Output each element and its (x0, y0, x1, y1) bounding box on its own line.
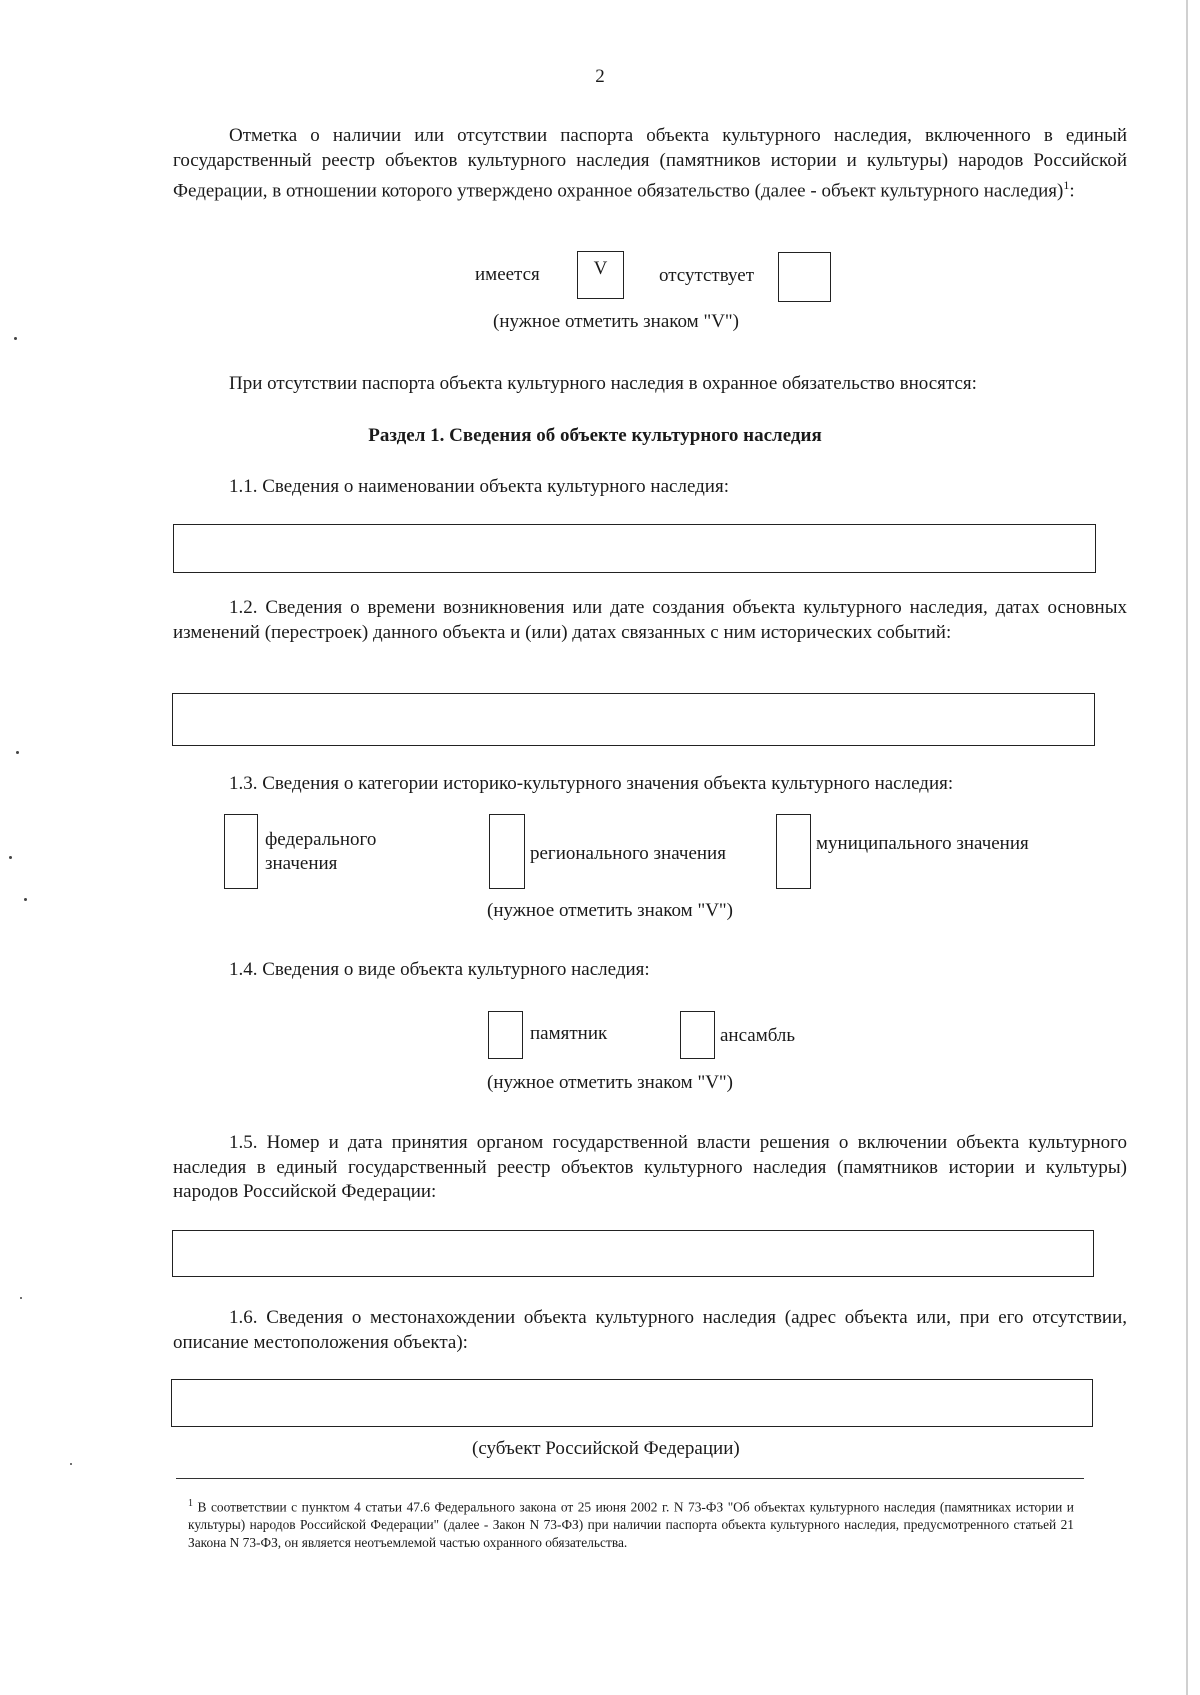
kind-monument-checkbox[interactable] (488, 1011, 523, 1059)
item-1-6-field[interactable] (171, 1379, 1093, 1427)
option-absent-label: отсутствует (659, 265, 755, 286)
option-present-mark: V (593, 258, 608, 279)
scan-speck (16, 751, 19, 754)
item-1-2-field[interactable] (172, 693, 1095, 746)
category-hint: (нужное отметить знаком "V") (487, 900, 733, 921)
scan-speck (14, 337, 17, 340)
item-1-2-label: 1.2. Сведения о времени возникновения или дате создания объекта культурного наследия, датах основных изменений (перестроек) данного объекта и (или) датах связанных с ним исторических событий: (173, 597, 1127, 643)
scan-speck (70, 1463, 72, 1465)
category-federal-checkbox[interactable] (224, 814, 258, 889)
footnote-ref: 1 (1063, 178, 1070, 192)
page-edge (1186, 0, 1188, 1695)
passport-note-suffix: : (1069, 180, 1075, 202)
scan-speck (9, 856, 12, 859)
item-1-5-label: 1.5. Номер и дата принятия органом государственной власти решения о включении объекта культурного наследия в единый государственный реестр объектов культурного наследия (памятников истории и культуры) народов Российской Федерации: (173, 1132, 1127, 1202)
item-1-4-label: 1.4. Сведения о виде объекта культурного наследия: (229, 959, 650, 980)
category-federal-label: федерального значения (265, 829, 377, 874)
subject-caption: (субъект Российской Федерации) (472, 1438, 740, 1459)
section-heading: Раздел 1. Сведения об объекте культурного наследия (368, 425, 822, 446)
scan-speck (24, 898, 27, 901)
item-1-1-field[interactable] (173, 524, 1096, 573)
option-absent-checkbox[interactable] (778, 252, 831, 302)
footnote-separator (176, 1478, 1084, 1479)
category-regional-label: регионального значения (530, 843, 726, 864)
item-1-1-label: 1.1. Сведения о наименовании объекта культурного наследия: (229, 476, 729, 497)
category-municipal-label: муниципального значения (816, 833, 1029, 854)
scan-speck (20, 1297, 22, 1299)
kind-ensemble-label: ансамбль (720, 1025, 796, 1046)
absence-note: При отсутствии паспорта объекта культурного наследия в охранное обязательство вносятся: (229, 373, 977, 394)
footnote (188, 1495, 1074, 1552)
footnote-text: В соответствии с пунктом 4 статьи 47.6 Федерального закона от 25 июня 2002 г. N 73-ФЗ "Об объектах культурного наследия (памятниках истории и культуры) народов Российской Федерации" (далее - Закон N 73-ФЗ) при наличии паспорта объекта культурного наследия, предусмотренного статьей 21 Закона N 73-ФЗ, он является неотъемлемой частью охранного обязательства. (188, 1499, 1074, 1551)
kind-ensemble-checkbox[interactable] (680, 1011, 715, 1059)
item-1-3-label: 1.3. Сведения о категории историко-культурного значения объекта культурного наследия: (229, 773, 954, 794)
kind-hint: (нужное отметить знаком "V") (487, 1072, 733, 1093)
item-1-5-field[interactable] (172, 1230, 1094, 1277)
item-1-6-label: 1.6. Сведения о местонахождении объекта культурного наследия (адрес объекта или, при его отсутствии, описание местоположения объекта): (173, 1307, 1127, 1353)
category-municipal-checkbox[interactable] (776, 814, 811, 889)
passport-hint: (нужное отметить знаком "V") (493, 311, 739, 332)
category-regional-checkbox[interactable] (489, 814, 525, 889)
option-present-checkbox[interactable] (577, 251, 624, 299)
option-present-label: имеется (475, 264, 540, 285)
page-number: 2 (595, 66, 605, 87)
passport-note-text: Отметка о наличии или отсутствии паспорта объекта культурного наследия, включенного в единый государственный реестр объектов культурного наследия (памятников истории и культуры) народов Российской Федерации, в отношении которого утверждено охранное обязательство (далее - объект культурного наследия) (173, 125, 1127, 202)
kind-monument-label: памятник (530, 1023, 608, 1044)
footnote-mark: 1 (188, 1498, 193, 1509)
passport-note-paragraph (173, 124, 1127, 204)
